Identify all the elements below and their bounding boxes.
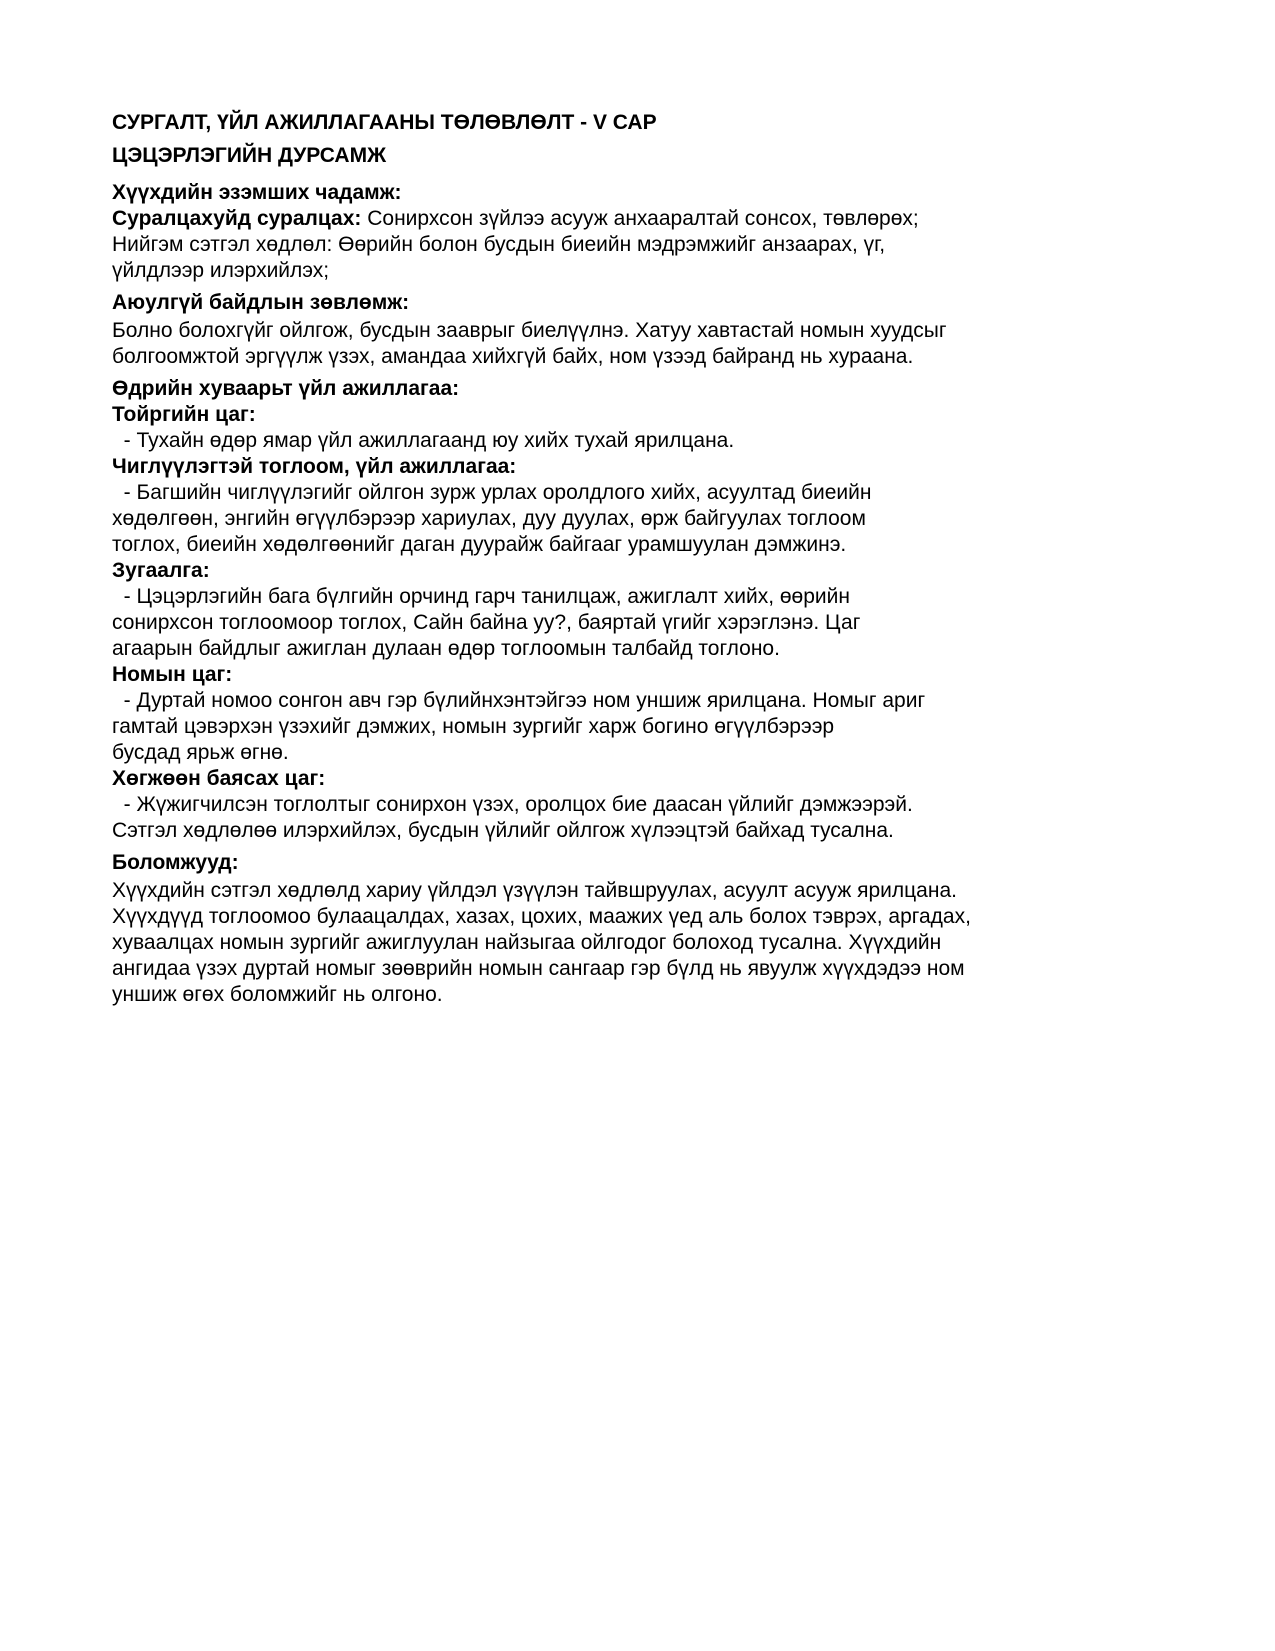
section-line: агаарын байдлыг ажиглан дулаан өдөр тоглоомын талбайд тоглоно. <box>112 637 780 660</box>
social-line: Нийгэм сэтгэл хөдлөл: Өөрийн болон бусдын биеийн мэдрэмжийг анзаарах, үг, <box>112 233 886 256</box>
opportunities-line: хуваалцах номын зургийг ажиглуулан найзыгаа ойлгодог болоход тусална. Хүүхдийн <box>112 931 942 954</box>
opportunities-line: уншиж өгөх боломжийг нь олгоно. <box>112 983 443 1006</box>
section-line: Сэтгэл хөдлөлөө илэрхийлэх, бусдын үйлийг ойлгож хүлээцтэй байхад тусална. <box>112 819 894 842</box>
section-heading: Хөгжөөн баясах цаг: <box>112 767 326 790</box>
section-heading: Чиглүүлэгтэй тоглоом, үйл ажиллагаа: <box>112 455 517 478</box>
document-title: СУРГАЛТ, ҮЙЛ АЖИЛЛАГААНЫ ТӨЛӨВЛӨЛТ - V САР <box>112 111 657 134</box>
section-line: - Жүжигчилсэн тоглолтыг сонирхон үзэх, оролцох бие даасан үйлийг дэмжээрэй. <box>112 793 913 816</box>
section-line: гамтай цэвэрхэн үзэхийг дэмжих, номын зургийг харж богино өгүүлбэрээр <box>112 715 835 738</box>
safety-line: болгоомжтой эргүүлж үзэх, амандаа хийхгүй байх, ном үзээд байранд нь хураана. <box>112 345 914 368</box>
section-line: - Дуртай номоо сонгон авч гэр бүлийнхэнтэйгээ ном уншиж ярилцана. Номыг ариг <box>112 689 926 712</box>
section-line: тоглох, биеийн хөдөлгөөнийг даган дуурайж байгааг урамшуулан дэмжинэ. <box>112 533 847 556</box>
section-line: сонирхсон тоглоомоор тоглох, Сайн байна уу?, баяртай үгийг хэрэглэнэ. Цаг <box>112 611 861 634</box>
section-line: - Цэцэрлэгийн бага бүлгийн орчинд гарч танилцаж, ажиглалт хийх, өөрийн <box>112 585 850 608</box>
learning-text: Сонирхсон зүйлээ асууж анхааралтай сонсох, төвлөрөх; <box>361 207 919 230</box>
section-line: хөдөлгөөн, энгийн өгүүлбэрээр хариулах, дуу дуулах, өрж байгуулах тоглоом <box>112 507 866 530</box>
section-line: - Тухайн өдөр ямар үйл ажиллагаанд юу хийх тухай ярилцана. <box>112 429 735 452</box>
document-page <box>112 106 1112 1008</box>
opportunities-line: Хүүхдийн сэтгэл хөдлөлд хариу үйлдэл үзүүлэн тайвшруулах, асуулт асууж ярилцана. <box>112 879 957 902</box>
section-heading: Номын цаг: <box>112 663 233 686</box>
learning-line <box>112 206 1112 232</box>
opportunities-heading: Боломжууд: <box>112 851 239 874</box>
opportunities-line: ангидаа үзэх дуртай номыг зөөврийн номын сангаар гэр бүлд нь явуулж хүүхдэдээ ном <box>112 957 965 980</box>
social-line: үйлдлээр илэрхийлэх; <box>112 259 330 282</box>
document-subtitle: ЦЭЦЭРЛЭГИЙН ДУРСАМЖ <box>112 144 387 167</box>
learning-label: Суралцахуйд суралцах: <box>112 207 362 230</box>
safety-line: Болно болохгүйг ойлгож, бусдын зааврыг биелүүлнэ. Хатуу хавтастай номын хуудсыг <box>112 319 947 342</box>
competency-heading: Хүүхдийн эзэмших чадамж: <box>112 181 402 204</box>
section-line: бусдад ярьж өгнө. <box>112 741 289 764</box>
opportunities-line: Хүүхдүүд тоглоомоо булаацалдах, хазах, цохих, маажих үед аль болох тэврэх, аргадах, <box>112 905 971 928</box>
section-heading: Тойргийн цаг: <box>112 403 256 426</box>
daily-heading: Өдрийн хуваарьт үйл ажиллагаа: <box>112 377 460 400</box>
section-heading: Зугаалга: <box>112 559 210 582</box>
section-line: - Багшийн чиглүүлэгийг ойлгон зурж урлах оролдлого хийх, асуултад биеийн <box>112 481 872 504</box>
safety-heading: Аюулгүй байдлын зөвлөмж: <box>112 291 410 314</box>
